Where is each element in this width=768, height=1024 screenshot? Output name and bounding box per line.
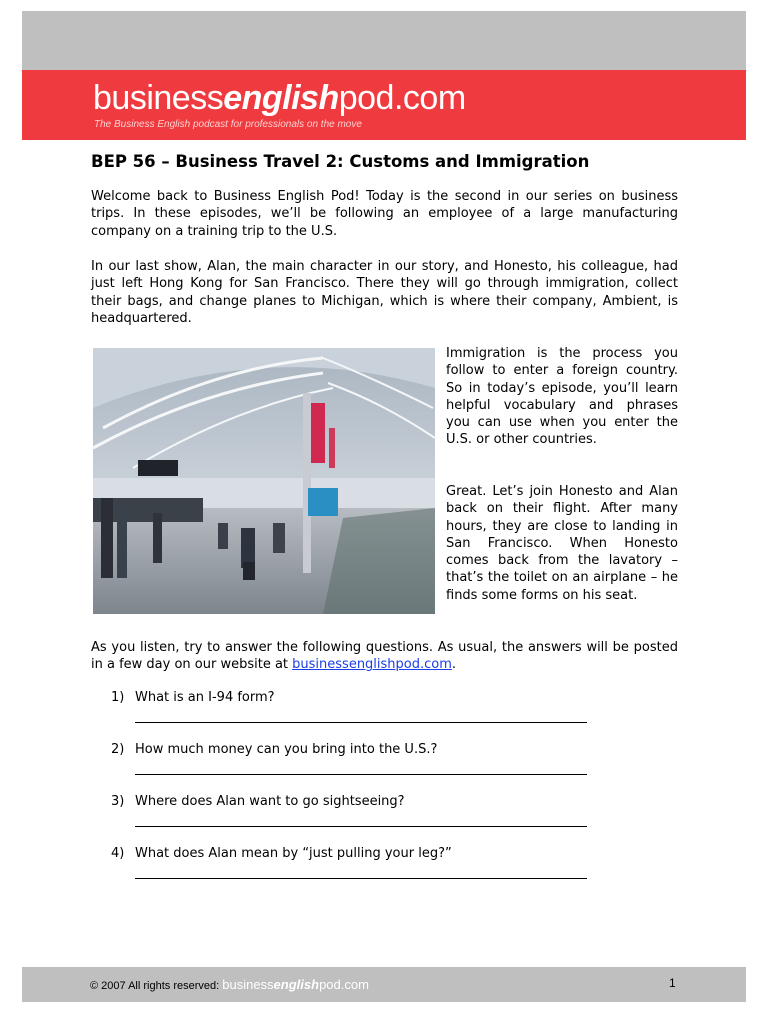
answer-line-3[interactable] — [135, 826, 587, 827]
question-text: How much money can you bring into the U.S.? — [135, 742, 438, 757]
page-number: 1 — [669, 976, 676, 990]
answer-line-1[interactable] — [135, 722, 587, 723]
footer-copyright — [90, 977, 369, 992]
question-4 — [111, 846, 452, 861]
logo-part-business: business — [93, 79, 224, 117]
last-show-paragraph: In our last show, Alan, the main character in our story, and Honesto, his colleague, had just left Hong Kong for San Francisco. There they will go through immigration, collect their bags, and change planes to Michigan, which is where their company, Ambient, is headquartered. — [91, 259, 678, 326]
question-number: 3) — [111, 794, 125, 809]
answer-line-4[interactable] — [135, 878, 587, 879]
page-footer — [22, 967, 746, 1002]
question-text: What does Alan mean by “just pulling your leg?” — [135, 846, 452, 861]
question-text: What is an I-94 form? — [135, 690, 275, 705]
question-text: Where does Alan want to go sightseeing? — [135, 794, 405, 809]
listen-text-end: . — [451, 657, 457, 673]
footer-logo — [222, 977, 369, 992]
airport-terminal-photo — [93, 348, 435, 614]
immigration-paragraph: Immigration is the process you follow to enter a foreign country. So in today’s episode, you’ll learn helpful vocabulary and phrases you can use when you enter the U.S. or other countries. — [446, 346, 678, 448]
question-number: 1) — [111, 690, 125, 705]
listen-text: As you listen, try to answer the following questions. As usual, the answers will be posted in a few day on our website at — [91, 640, 678, 673]
footer-logo-part-english: english — [273, 977, 320, 992]
intro-paragraph: Welcome back to Business English Pod! Today is the second in our series on business trips. In these episodes, we’ll be following an employee of a large manufacturing company on a training trip to the U.S. — [91, 189, 678, 239]
brand-tagline: The Business English podcast for professionals on the move — [94, 119, 362, 130]
join-flight-paragraph: Great. Let’s join Honesto and Alan back on their flight. After many hours, they are close to landing in San Francisco. When Honesto comes back from the lavatory – that’s the toilet on an airplane – he finds some forms on his seat. — [446, 484, 678, 603]
logo-part-english: english — [223, 79, 339, 117]
document-title: BEP 56 – Business Travel 2: Customs and Immigration — [91, 152, 590, 171]
question-3 — [111, 794, 405, 809]
question-number: 2) — [111, 742, 125, 757]
website-link[interactable]: businessenglishpod.com — [292, 657, 452, 673]
listen-paragraph — [91, 639, 678, 674]
answer-line-2[interactable] — [135, 774, 587, 775]
top-gray-band — [22, 11, 746, 70]
footer-logo-part-pod: pod.com — [319, 977, 369, 992]
brand-banner — [22, 70, 746, 140]
question-number: 4) — [111, 846, 125, 861]
question-1 — [111, 690, 275, 705]
footer-logo-part-business: business — [222, 977, 274, 992]
question-2 — [111, 742, 437, 757]
logo-part-pod: pod.com — [338, 79, 466, 117]
brand-logo — [93, 78, 466, 118]
copyright-text: © 2007 All rights reserved: — [90, 980, 223, 992]
